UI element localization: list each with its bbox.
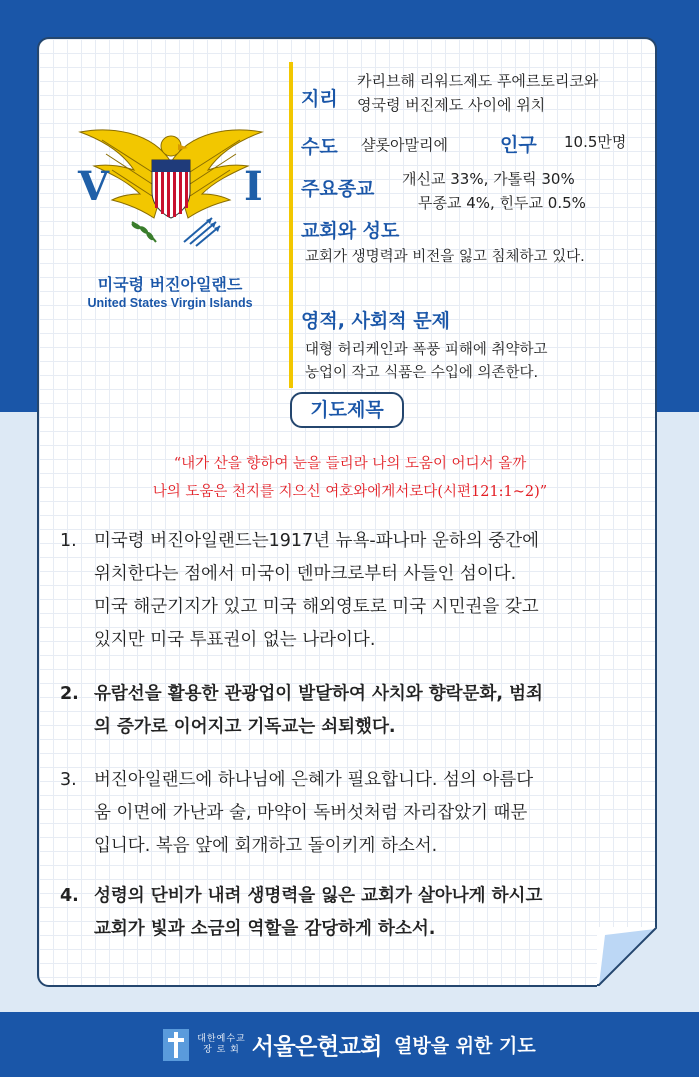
prayer-item-line: 성령의 단비가 내려 생명력을 잃은 교회가 살아나게 하시고	[94, 886, 543, 906]
prayer-item-number: 1.	[60, 531, 77, 551]
verse-line-2: 나의 도움은 천지를 지으신 여호와에게서로다(시편121:1~2)”	[152, 484, 548, 500]
country-name-korean: 미국령 버진아일랜드	[97, 275, 243, 294]
prayer-title: 기도제목	[290, 392, 404, 428]
social-label: 영적, 사회적 문제	[301, 310, 450, 332]
religion-line-2: 무종교 4%, 힌두교 0.5%	[418, 194, 586, 212]
geography-line-1: 카리브해 리워드제도 푸에르토리코와	[357, 72, 599, 90]
denomination-line-2: 장 로 회	[203, 1044, 240, 1055]
country-name-english: United States Virgin Islands	[87, 296, 253, 310]
prayer-item-3	[60, 764, 640, 863]
denomination-line-1: 대한예수교	[197, 1033, 246, 1044]
population-label: 인구	[500, 134, 537, 156]
capital-value: 샬롯아말리에	[361, 136, 448, 154]
prayer-item-number: 3.	[60, 770, 77, 790]
church-logo-cross-icon	[163, 1029, 189, 1061]
prayer-item-2	[60, 678, 640, 744]
virgin-islands-flag-emblem	[72, 122, 270, 252]
prayer-item-number: 2.	[60, 684, 79, 704]
church-value: 교회가 생명력과 비전을 잃고 침체하고 있다.	[305, 249, 585, 265]
population-value: 10.5만명	[564, 133, 627, 151]
geography-label: 지리	[301, 88, 338, 110]
prayer-item-line: 미국령 버진아일랜드는1917년 뉴욕-파나마 운하의 중간에	[94, 531, 540, 551]
prayer-item-line: 버진아일랜드에 하나님에 은혜가 필요합니다. 섬의 아름다	[94, 770, 534, 790]
footer-slogan: 열방을 위한 기도	[394, 1035, 536, 1057]
denomination-text	[197, 1034, 245, 1056]
social-line-1: 대형 허리케인과 폭풍 피해에 취약하고	[305, 342, 548, 358]
prayer-item-line: 의 증가로 이어지고 기독교는 쇠퇴했다.	[94, 717, 396, 737]
social-line-2: 농업이 작고 식품은 수입에 의존한다.	[305, 365, 539, 381]
prayer-item-4	[60, 880, 640, 946]
prayer-item-line: 있지만 미국 투표권이 없는 나라이다.	[94, 630, 376, 650]
church-label: 교회와 성도	[301, 220, 400, 242]
capital-label: 수도	[301, 136, 338, 158]
prayer-item-line: 유람선을 활용한 관광업이 발달하여 사치와 향락문화, 범죄	[94, 684, 543, 704]
prayer-item-line: 움 이면에 가난과 술, 마약이 독버섯처럼 자리잡았기 때문	[94, 803, 528, 823]
prayer-item-line: 입니다. 복음 앞에 회개하고 돌이키게 하소서.	[94, 836, 438, 856]
flag-letter-v: V	[78, 163, 110, 210]
religion-label: 주요종교	[301, 178, 375, 200]
footer-bar	[0, 1012, 699, 1077]
church-name: 서울은현교회	[251, 1034, 383, 1060]
prayer-item-line: 미국 해군기지가 있고 미국 해외영토로 미국 시민권을 갖고	[94, 597, 539, 617]
divider-line	[289, 62, 293, 388]
prayer-item-line: 교회가 빛과 소금의 역할을 감당하게 하소서.	[94, 919, 436, 939]
verse-line-1: “내가 산을 향하여 눈을 들리라 나의 도움이 어디서 올까	[173, 456, 527, 472]
prayer-item-number: 4.	[60, 886, 79, 906]
prayer-item-1	[60, 525, 640, 657]
religion-line-1: 개신교 33%, 가톨릭 30%	[402, 170, 575, 188]
geography-line-2: 영국령 버진제도 사이에 위치	[357, 96, 546, 114]
flag-letter-i: I	[244, 163, 263, 210]
prayer-item-line: 위치한다는 점에서 미국이 덴마크로부터 사들인 섬이다.	[94, 564, 517, 584]
